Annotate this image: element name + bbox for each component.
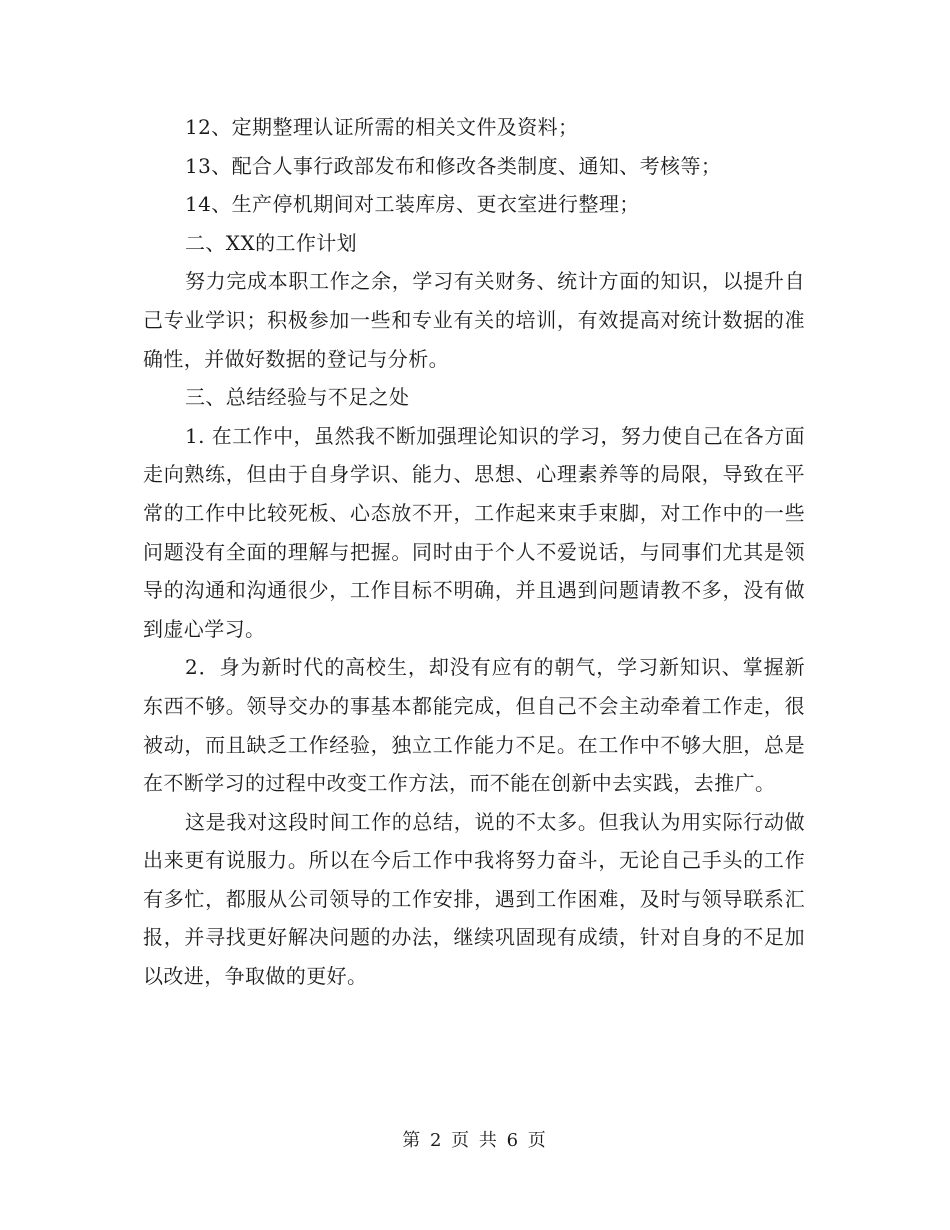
list-item-13: 13、配合人事行政部发布和修改各类制度、通知、考核等； bbox=[185, 153, 722, 178]
section-heading-summary: 三、总结经验与不足之处 bbox=[185, 385, 410, 410]
list-item-12: 12、定期整理认证所需的相关文件及资料； bbox=[185, 115, 579, 139]
paragraph-conclusion: 这是我对这段时间工作的总结，说的不太多。但我认为用实际行动做出来更有说服力。所以在今后工作中我将努力奋斗，无论自己手头的工作有多忙，都服从公司领导的工作安排，遇到工作困难，及时与领导联系汇报，并寻找更好解决问题的办法，继续巩固现有成绩，针对自身的不足加以改进，争取做的更好。 bbox=[143, 809, 805, 989]
section-heading-work-plan: 二、XX的工作计划 bbox=[185, 230, 358, 255]
document-body bbox=[143, 108, 805, 996]
page-number-footer: 第 2 页 共 6 页 bbox=[402, 1130, 548, 1151]
paragraph-point-2: 2．身为新时代的高校生，却没有应有的朝气，学习新知识、掌握新东西不够。领导交办的事基本都能完成，但自己不会主动牵着工作走，很被动，而且缺乏工作经验，独立工作能力不足。在工作中不够大胆，总是在不断学习的过程中改变工作方法，而不能在创新中去实践，去推广。 bbox=[143, 655, 805, 796]
list-item-14: 14、生产停机期间对工装库房、更衣室进行整理； bbox=[185, 192, 640, 217]
paragraph-work-plan: 努力完成本职工作之余，学习有关财务、统计方面的知识，以提升自己专业学识；积极参加一些和专业有关的培训，有效提高对统计数据的准确性，并做好数据的登记与分析。 bbox=[143, 269, 805, 371]
paragraph-point-1: 1. 在工作中，虽然我不断加强理论知识的学习，努力使自己在各方面走向熟练，但由于自身学识、能力、思想、心理素养等的局限，导致在平常的工作中比较死板、心态放不开，工作起来束手束脚，对工作中的一些问题没有全面的理解与把握。同时由于个人不爱说话，与同事们尤其是领导的沟通和沟通很少，工作目标不明确，并且遇到问题请教不多，没有做到虚心学习。 bbox=[143, 423, 805, 641]
